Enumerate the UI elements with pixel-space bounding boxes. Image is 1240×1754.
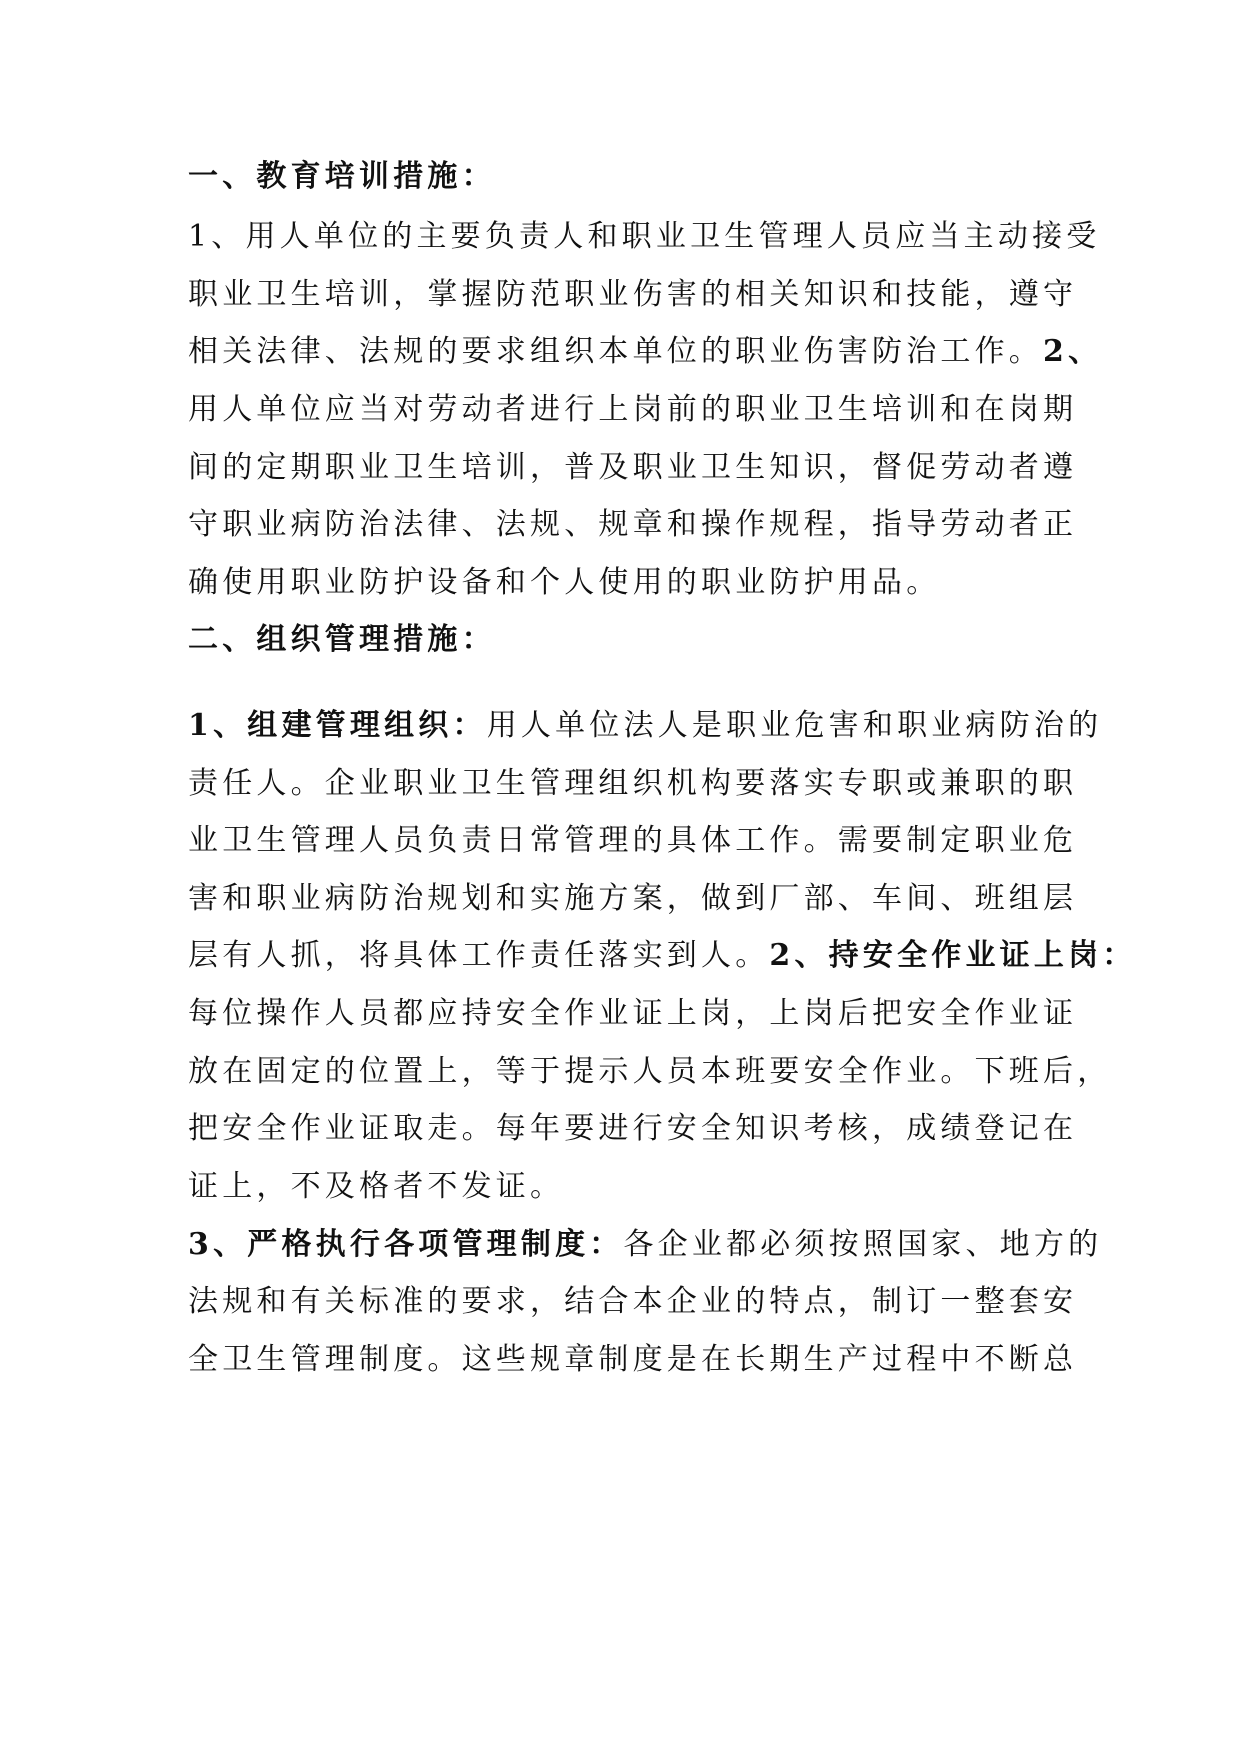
section2-item3-title: 3、严格执行各项管理制度： — [188, 1227, 624, 1262]
section2-heading: 二、组织管理措施： — [188, 622, 496, 657]
section1-line-7: 确使用职业防护设备和个人使用的职业防护用品。 — [188, 565, 941, 600]
section1-item2-number: 2、 — [1043, 334, 1103, 369]
section2-item3-line-1 — [188, 1225, 1102, 1265]
section1-line-6: 守职业病防治法律、法规、规章和操作规程，指导劳动者正 — [188, 507, 1078, 542]
section2-item2-line-3: 把安全作业证取走。每年要进行安全知识考核，成绩登记在 — [188, 1111, 1078, 1146]
section1-line-1: 1、用人单位的主要负责人和职业卫生管理人员应当主动接受 — [188, 219, 1101, 254]
section2-item1-line-4: 害和职业病防治规划和实施方案，做到厂部、车间、班组层 — [188, 881, 1078, 916]
section2-item1-line-3: 业卫生管理人员负责日常管理的具体工作。需要制定职业危 — [188, 823, 1078, 858]
section2-item2-line-2: 放在固定的位置上，等于提示人员本班要安全作业。下班后， — [188, 1054, 1112, 1089]
section2-item3-first-line-text: 各企业都必须按照国家、地方的 — [623, 1227, 1103, 1262]
section2-item1-last-text: 层有人抓，将具体工作责任落实到人。 — [188, 938, 770, 973]
section2-item1-line-5 — [188, 936, 1136, 976]
section2-item1-title: 1、组建管理组织： — [188, 708, 487, 743]
section2-item2-line-4: 证上，不及格者不发证。 — [188, 1169, 565, 1204]
section2-item1-line-2: 责任人。企业职业卫生管理组织机构要落实专职或兼职的职 — [188, 766, 1078, 801]
section1-line-3 — [188, 332, 1102, 372]
section2-item3-line-2: 法规和有关标准的要求，结合本企业的特点，制订一整套安 — [188, 1284, 1078, 1319]
section1-line-5: 间的定期职业卫生培训，普及职业卫生知识，督促劳动者遵 — [188, 450, 1078, 485]
section1-line-3-text: 相关法律、法规的要求组织本单位的职业伤害防治工作。 — [188, 334, 1043, 369]
section2-item2-title: 2、持安全作业证上岗： — [769, 938, 1137, 973]
section1-line-4: 用人单位应当对劳动者进行上岗前的职业卫生培训和在岗期 — [188, 392, 1078, 427]
section2-item1-first-line-text: 用人单位法人是职业危害和职业病防治的 — [486, 708, 1103, 743]
section2-item1-line-1 — [188, 706, 1102, 746]
section1-line-2: 职业卫生培训，掌握防范职业伤害的相关知识和技能，遵守 — [188, 277, 1078, 312]
section1-heading: 一、教育培训措施： — [188, 159, 496, 194]
section2-item2-line-1: 每位操作人员都应持安全作业证上岗，上岗后把安全作业证 — [188, 996, 1078, 1031]
section2-item3-line-3: 全卫生管理制度。这些规章制度是在长期生产过程中不断总 — [188, 1342, 1078, 1377]
